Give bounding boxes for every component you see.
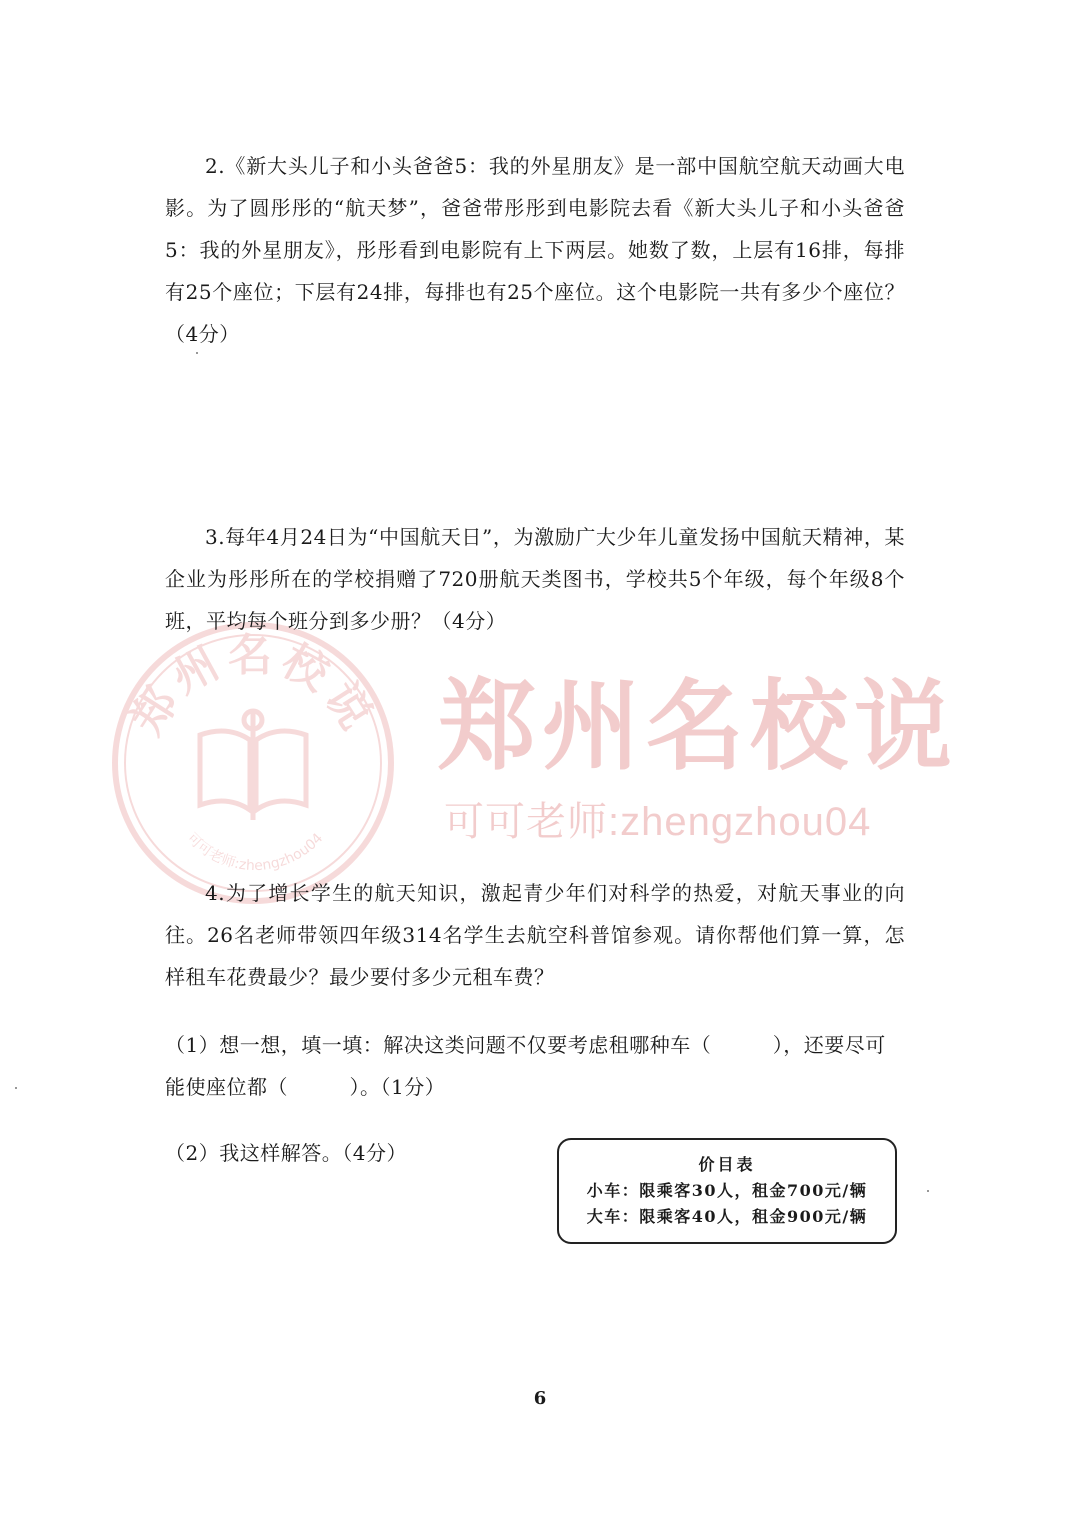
question-4-text: 4.为了增长学生的航天知识，激起青少年们对科学的热爱，对航天事业的向往。26名老师带领四年级314名学生去航空科普馆参观。请你帮他们算一算，怎样租车花费最少？最少要付多少元租车费？ <box>165 881 905 989</box>
question-4-part-1: （1）想一想，填一填：解决这类问题不仅要考虑租哪种车（ ），还要尽可能使座位都（ ）。（1分） <box>165 1033 886 1099</box>
price-table <box>557 1138 897 1244</box>
seal-subtext: 可可老师:zhengzhou04 <box>183 830 327 875</box>
question-2 <box>165 145 905 355</box>
question-3-text: 3.每年4月24日为“中国航天日”，为激励广大少年儿童发扬中国航天精神，某企业为彤彤所在的学校捐赠了720册航天类图书，学校共5个年级，每个年级8个班，平均每个班分到多少册？（4分） <box>165 525 905 633</box>
price-row-large-car: 大车：限乘客40人，租金900元/辆 <box>586 1207 868 1226</box>
price-table-title: 价目表 <box>698 1155 756 1174</box>
book-icon <box>200 710 306 820</box>
scan-speck <box>927 1190 929 1192</box>
question-4 <box>165 872 905 998</box>
watermark-seal <box>110 620 396 906</box>
question-4-part-2: （2）我这样解答。（4分） <box>165 1141 407 1165</box>
watermark-subtitle: 可可老师:zhengzhou04 <box>444 800 872 844</box>
question-3 <box>165 516 905 642</box>
question-2-text: 2.《新大头儿子和小头爸爸5：我的外星朋友》是一部中国航空航天动画大电影。为了圆彤彤的“航天梦”，爸爸带彤彤到电影院去看《新大头儿子和小头爸爸5：我的外星朋友》，彤彤看到电影院有上下两层。她数了数，上层有16排，每排有25个座位；下层有24排，每排也有25个座位。这个电影院一共有多少个座位？（4分） <box>165 154 905 346</box>
seal-text: 郑州名校说 <box>121 630 385 744</box>
watermark-title: 郑州名校说 <box>438 670 959 784</box>
price-row-small-car: 小车：限乘客30人，租金700元/辆 <box>586 1181 868 1200</box>
scan-speck <box>15 1087 17 1089</box>
page-number: 6 <box>533 1388 547 1409</box>
svg-text:可可老师:zhengzhou04 <box>184 830 327 874</box>
scan-speck <box>196 352 198 354</box>
